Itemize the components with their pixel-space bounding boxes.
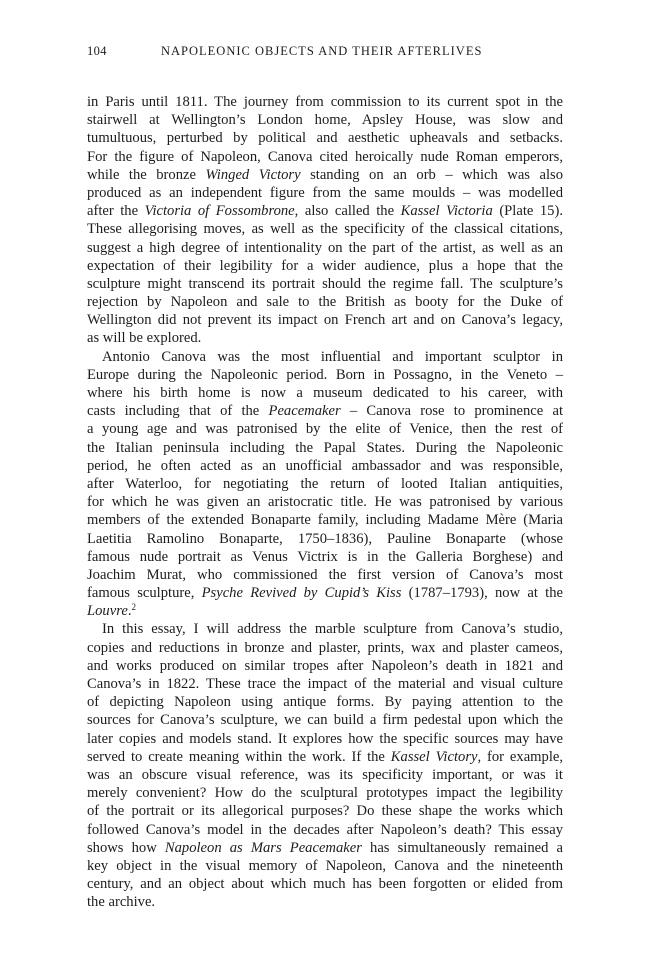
italic-title: Peacemaker xyxy=(268,403,341,420)
text-line xyxy=(87,420,563,438)
text-run: (Plate 15). xyxy=(492,203,563,220)
text-run: later copies and models stand. It explores how the specific sources may have xyxy=(87,730,563,747)
text-run: Canova’s in 1822. These trace the impact of the material and visual culture xyxy=(87,676,563,692)
text-run: For the figure of Napoleon, Canova cited heroically nude Roman emperors, xyxy=(87,148,563,165)
text-line xyxy=(87,602,563,620)
text-run: shows how xyxy=(87,839,165,856)
text-run: famous sculpture, xyxy=(87,585,202,602)
text-run: has simultaneously remained a xyxy=(361,839,563,856)
running-head: NAPOLEONIC OBJECTS AND THEIR AFTERLIVES xyxy=(161,44,483,58)
text-line xyxy=(87,748,563,766)
text-run: Europe during the Napoleonic period. Born in Possagno, in the Veneto – xyxy=(87,366,563,383)
text-run: a young age and was patronised by the elite of Venice, then the rest of xyxy=(87,421,563,438)
text-run: key object in the visual memory of Napoleon, Canova and the nineteenth xyxy=(87,857,563,874)
text-line xyxy=(87,711,563,729)
text-line xyxy=(87,657,563,675)
text-run: . xyxy=(127,603,132,620)
text-line xyxy=(87,839,563,857)
text-line xyxy=(87,275,563,293)
text-run: copies and reductions in bronze and plaster, prints, wax and plaster cameos, xyxy=(87,639,563,656)
text-line xyxy=(87,129,563,147)
text-run: as will be explored. xyxy=(87,330,202,347)
text-run: members of the extended Bonaparte family, including Madame Mère (Maria xyxy=(87,512,563,529)
text-line xyxy=(87,402,563,420)
text-line xyxy=(87,511,563,529)
footnote-reference: 2 xyxy=(131,602,136,613)
text-line xyxy=(87,857,563,875)
text-line xyxy=(87,439,563,457)
page-number: 104 xyxy=(87,44,107,58)
text-line xyxy=(87,257,563,275)
text-run: rejection by Napoleon and sale to the British as booty for the Duke of xyxy=(87,294,563,311)
text-run: tumultuous, perturbed by political and aesthetic upheavals and setbacks. xyxy=(87,130,563,147)
text-run: the Italian peninsula including the Papal States. During the Napoleonic xyxy=(87,439,563,456)
text-run: after Waterloo, for negotiating the return of looted Italian antiquities, xyxy=(87,475,563,492)
text-run: expectation of their legibility for a wider audience, plus a hope that the xyxy=(87,257,563,274)
text-run: In this essay, I will address the marble sculpture from Canova’s studio, xyxy=(102,621,563,638)
text-line xyxy=(87,366,563,384)
text-line xyxy=(87,821,563,839)
text-line xyxy=(87,802,563,820)
text-run: of the portrait or its allegorical purposes? Do these shape the works which xyxy=(87,803,563,820)
text-line xyxy=(87,293,563,311)
text-run: was an obscure visual reference, was its specificity important, or was it xyxy=(87,766,563,783)
text-run: famous nude portrait as Venus Victrix is in the Galleria Borghese) and xyxy=(87,548,563,565)
text-run: Antonio Canova was the most influential and important sculptor in xyxy=(102,348,563,365)
text-line xyxy=(87,348,563,366)
text-run: sculpture might transcend its portrait should the regime fall. The sculpture’s xyxy=(87,275,563,292)
text-run: followed Canova’s model in the decades after Napoleon’s death? This essay xyxy=(87,821,563,838)
text-line xyxy=(87,530,563,548)
text-run: casts including that of the xyxy=(87,403,269,420)
text-line xyxy=(87,457,563,475)
text-run: merely convenient? How do the sculptural prototypes impact the legibility xyxy=(87,785,563,802)
text-line xyxy=(87,493,563,511)
paragraph xyxy=(87,620,563,911)
text-run: stairwell at Wellington’s London home, Apsley House, was slow and xyxy=(87,112,563,129)
text-run: the archive. xyxy=(87,894,156,911)
text-run: after the xyxy=(87,203,145,220)
text-run: while the bronze xyxy=(87,166,206,183)
text-run: standing on an orb – which was also xyxy=(300,166,563,183)
text-line xyxy=(87,202,563,220)
text-run: produced as an independent figure from the same moulds – was modelled xyxy=(87,184,563,201)
text-run: , for example, xyxy=(477,748,563,765)
text-line xyxy=(87,620,563,638)
text-run: century, and an object about which much has been forgotten or elided from xyxy=(87,876,563,893)
text-line xyxy=(87,766,563,784)
text-run: in Paris until 1811. The journey from commission to its current spot in the xyxy=(87,94,563,110)
text-run: period, he often acted as an unofficial ambassador and was responsible, xyxy=(87,457,563,474)
text-line xyxy=(87,111,563,129)
text-run: – Canova rose to prominence at xyxy=(340,403,563,420)
text-line xyxy=(87,730,563,748)
text-line xyxy=(87,93,563,111)
text-run: These allegorising moves, as well as the specificity of the classical citations, xyxy=(87,221,563,238)
paragraph xyxy=(87,93,563,348)
text-run: for which he was given an aristocratic title. He was patronised by various xyxy=(87,494,563,511)
text-run: Joachim Murat, who commissioned the first version of Canova’s most xyxy=(87,566,563,583)
text-line xyxy=(87,784,563,802)
italic-title: Victoria of Fossombrone xyxy=(144,203,295,220)
text-line xyxy=(87,239,563,257)
text-line xyxy=(87,166,563,184)
text-line xyxy=(87,475,563,493)
text-run: Wellington did not prevent its impact on French art and on Canova’s legacy, xyxy=(87,312,563,329)
text-run: and works produced on similar tropes after Napoleon’s death in 1821 and xyxy=(87,657,563,674)
text-run: suggest a high degree of intentionality on the part of the artist, as well as an xyxy=(87,239,563,256)
text-line xyxy=(87,566,563,584)
italic-title: Winged Victory xyxy=(205,166,301,183)
text-line xyxy=(87,875,563,893)
text-run: , also called the xyxy=(294,203,401,220)
page-header xyxy=(87,44,563,62)
text-line xyxy=(87,220,563,238)
text-run: served to create meaning within the work. If the xyxy=(87,748,391,765)
text-line xyxy=(87,584,563,602)
paragraph xyxy=(87,348,563,621)
text-run: Laetitia Ramolino Bonaparte, 1750–1836), Pauline Bonaparte (whose xyxy=(87,530,563,547)
text-run: sources for Canova’s sculpture, we can build a firm pedestal upon which the xyxy=(87,712,563,729)
text-line xyxy=(87,311,563,329)
text-line xyxy=(87,548,563,566)
text-run: (1787–1793), now at the xyxy=(401,585,563,602)
text-run: of depicting Napoleon using antique forms. By paying attention to the xyxy=(87,694,563,711)
italic-title: Kassel Victory xyxy=(390,748,478,765)
text-line xyxy=(87,639,563,657)
text-run: where his birth home is now a museum dedicated to his career, with xyxy=(87,385,563,401)
text-line xyxy=(87,693,563,711)
italic-title: Louvre xyxy=(87,603,128,620)
text-line xyxy=(87,893,563,911)
text-line xyxy=(87,329,563,347)
text-line xyxy=(87,148,563,166)
text-line xyxy=(87,384,563,402)
italic-title: Kassel Victoria xyxy=(400,203,493,220)
italic-title: Psyche Revived by Cupid’s Kiss xyxy=(201,585,402,602)
text-line xyxy=(87,184,563,202)
text-line xyxy=(87,675,563,693)
italic-title: Napoleon as Mars Peacemaker xyxy=(164,839,362,856)
body-text xyxy=(87,93,563,911)
